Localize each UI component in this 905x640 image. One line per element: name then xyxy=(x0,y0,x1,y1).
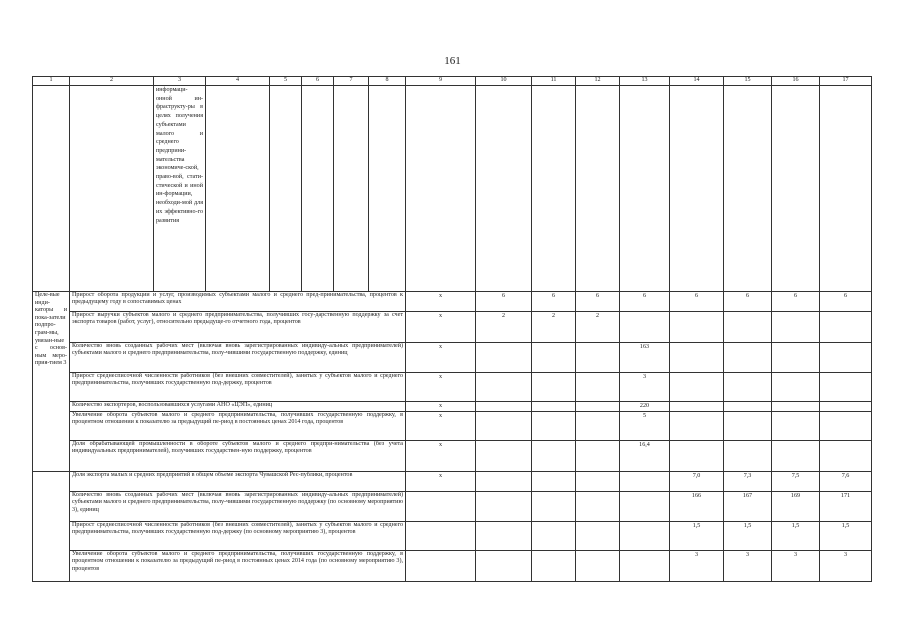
indicator-value-col16 xyxy=(772,412,820,441)
indicator-name: Увеличение оборота субъектов малого и среднего предпринимательства, получивших государственную поддержку, в процентном отношении к показателю за предыдущий пе-риод в постоянных ценах 2014 года (по основному мероприятию 3), процентов xyxy=(70,551,406,582)
indicator-value-col16: 6 xyxy=(772,292,820,312)
indicator-value-col15 xyxy=(724,441,772,472)
indicator-value-col10 xyxy=(476,522,532,551)
indicator-value-col9: х xyxy=(406,472,476,492)
column-number-6: 6 xyxy=(302,77,334,86)
indicator-row xyxy=(33,551,872,582)
indicator-value-col10 xyxy=(476,373,532,402)
column-number-9: 9 xyxy=(406,77,476,86)
indicator-value-col14 xyxy=(670,312,724,343)
indicator-value-col11 xyxy=(532,373,576,402)
indicator-value-col14 xyxy=(670,441,724,472)
indicator-value-col11 xyxy=(532,551,576,582)
indicator-value-col9: х xyxy=(406,343,476,373)
indicator-value-col10 xyxy=(476,343,532,373)
indicator-value-col17: 1,5 xyxy=(820,522,872,551)
indicator-value-col10 xyxy=(476,441,532,472)
indicator-value-col16: 1,5 xyxy=(772,522,820,551)
indicator-value-col12 xyxy=(576,402,620,412)
indicator-value-col15: 7,3 xyxy=(724,472,772,492)
indicators-table xyxy=(32,76,872,582)
indicator-value-col12 xyxy=(576,412,620,441)
indicator-row xyxy=(33,402,872,412)
indicator-value-col15 xyxy=(724,343,772,373)
indicator-value-col13: 163 xyxy=(620,343,670,373)
indicator-value-col13 xyxy=(620,551,670,582)
indicator-value-col11 xyxy=(532,402,576,412)
indicator-value-col9 xyxy=(406,492,476,522)
indicator-value-col17 xyxy=(820,412,872,441)
indicator-value-col17: 7,6 xyxy=(820,472,872,492)
indicator-value-col17 xyxy=(820,343,872,373)
indicator-value-col15: 6 xyxy=(724,292,772,312)
indicator-value-col15 xyxy=(724,373,772,402)
indicator-group-empty xyxy=(33,472,70,582)
indicator-value-col11: 2 xyxy=(532,312,576,343)
indicator-value-col13: 220 xyxy=(620,402,670,412)
column-number-11: 11 xyxy=(532,77,576,86)
indicator-name: Количество экспортеров, воспользовавшихся услугами АНО «ЦЭП», единиц xyxy=(70,402,406,412)
indicator-value-col12 xyxy=(576,343,620,373)
indicator-value-col13: 6 xyxy=(620,292,670,312)
indicator-value-col14: 6 xyxy=(670,292,724,312)
indicator-value-col10 xyxy=(476,402,532,412)
indicator-value-col10 xyxy=(476,472,532,492)
indicator-name: Прирост оборота продукции и услуг, производимых субъектами малого и среднего пред-принимательства, процентов к предыдущему году в сопоставимых ценах xyxy=(70,292,406,312)
indicator-value-col14: 3 xyxy=(670,551,724,582)
indicator-name: Прирост выручки субъектов малого и среднего предпринимательства, получивших госу-дарственную поддержку за счет экспорта товаров (работ, услуг), относительно предыдуще-го отчетного года, процентов xyxy=(70,312,406,343)
indicator-value-col13: 3 xyxy=(620,373,670,402)
indicator-value-col11 xyxy=(532,472,576,492)
indicator-value-col9 xyxy=(406,551,476,582)
indicator-group-label: Целе-вые инди-каторы и пока-затели подпро-грам-мы, увязан-ные с основ-ным меро-прия-тием 3 xyxy=(33,292,70,472)
indicator-name: Доля обрабатывающей промышленности в обороте субъектов малого и среднего предпри-нимательства (без учета индивидуальных предпринимателей), получивших государствен-ную поддержку, процентов xyxy=(70,441,406,472)
indicator-value-col12 xyxy=(576,551,620,582)
indicator-value-col15 xyxy=(724,312,772,343)
indicator-value-col9: х xyxy=(406,441,476,472)
indicator-value-col14: 166 xyxy=(670,492,724,522)
indicator-value-col12: 6 xyxy=(576,292,620,312)
indicator-value-col14 xyxy=(670,343,724,373)
indicator-name: Доля экспорта малых и средних предприятий в общем объеме экспорта Чувашской Рес-публики, процентов xyxy=(70,472,406,492)
continued-event-description: информаци-онной ин-фраструкту-ры в целях получения субъектами малого и среднего предприни-мательства экономиче-ской, право-вой, стати-стической и иной ин-формации, необходи-мой для их эффективно-го развития xyxy=(154,86,206,292)
continuation-row xyxy=(33,86,872,292)
indicator-value-col13 xyxy=(620,522,670,551)
indicator-value-col12: 2 xyxy=(576,312,620,343)
indicator-row xyxy=(33,312,872,343)
indicator-value-col12 xyxy=(576,492,620,522)
indicator-value-col11 xyxy=(532,522,576,551)
indicator-value-col16 xyxy=(772,373,820,402)
indicator-row xyxy=(33,412,872,441)
indicator-value-col17: 6 xyxy=(820,292,872,312)
indicator-value-col17: 171 xyxy=(820,492,872,522)
column-number-2: 2 xyxy=(70,77,154,86)
column-number-3: 3 xyxy=(154,77,206,86)
indicator-row xyxy=(33,522,872,551)
indicator-value-col17 xyxy=(820,441,872,472)
indicator-value-col17 xyxy=(820,373,872,402)
indicator-name: Количество вновь созданных рабочих мест (включая вновь зарегистрированных индивиду-альных предпринимателей) субъектами малого и среднего предпринимательства, полу-чившими государственную поддержку (по основному мероприятию 3), единиц xyxy=(70,492,406,522)
column-number-13: 13 xyxy=(620,77,670,86)
indicator-row xyxy=(33,472,872,492)
indicator-row xyxy=(33,492,872,522)
column-number-1: 1 xyxy=(33,77,70,86)
cell-continuation-col1 xyxy=(33,86,70,292)
indicator-value-col11 xyxy=(532,343,576,373)
column-number-7: 7 xyxy=(334,77,369,86)
indicator-value-col12 xyxy=(576,441,620,472)
indicator-value-col13: 16,4 xyxy=(620,441,670,472)
indicator-value-col10: 6 xyxy=(476,292,532,312)
indicator-value-col16 xyxy=(772,343,820,373)
indicator-row xyxy=(33,441,872,472)
indicator-value-col17: 3 xyxy=(820,551,872,582)
indicator-value-col14: 1,5 xyxy=(670,522,724,551)
indicator-value-col14 xyxy=(670,373,724,402)
indicator-value-col16: 3 xyxy=(772,551,820,582)
column-number-16: 16 xyxy=(772,77,820,86)
indicator-value-col13 xyxy=(620,492,670,522)
column-number-12: 12 xyxy=(576,77,620,86)
indicator-row xyxy=(33,292,872,312)
indicator-value-col12 xyxy=(576,472,620,492)
indicator-name: Увеличение оборота субъектов малого и среднего предпринимательства, получивших государственную поддержку, в процентном отношении к показателю за предыдущий пе-риод в постоянных ценах 2014 года, процентов xyxy=(70,412,406,441)
indicator-value-col15 xyxy=(724,402,772,412)
indicator-value-col9: х xyxy=(406,402,476,412)
page-number: 161 xyxy=(444,55,461,67)
indicator-value-col14: 7,0 xyxy=(670,472,724,492)
indicator-value-col17 xyxy=(820,402,872,412)
indicator-value-col9 xyxy=(406,522,476,551)
indicator-value-col9: х xyxy=(406,412,476,441)
indicator-value-col16 xyxy=(772,402,820,412)
column-number-4: 4 xyxy=(206,77,270,86)
indicator-value-col11 xyxy=(532,492,576,522)
indicator-value-col16 xyxy=(772,441,820,472)
indicator-name: Количество вновь созданных рабочих мест (включая вновь зарегистрированных индивиду-альных предпринимателей) субъектами малого и среднего предпринимательства, полу-чившими государственную поддержку, единиц xyxy=(70,343,406,373)
indicator-value-col16: 169 xyxy=(772,492,820,522)
indicator-value-col10 xyxy=(476,492,532,522)
indicator-value-col15: 3 xyxy=(724,551,772,582)
indicator-value-col11 xyxy=(532,412,576,441)
indicator-row xyxy=(33,343,872,373)
indicator-row xyxy=(33,373,872,402)
indicator-value-col12 xyxy=(576,373,620,402)
column-number-15: 15 xyxy=(724,77,772,86)
indicator-value-col13 xyxy=(620,312,670,343)
indicator-value-col9: х xyxy=(406,312,476,343)
indicator-value-col10: 2 xyxy=(476,312,532,343)
indicator-value-col11: 6 xyxy=(532,292,576,312)
column-number-5: 5 xyxy=(270,77,302,86)
indicator-value-col13 xyxy=(620,472,670,492)
cell-continuation-col2 xyxy=(70,86,154,292)
indicator-value-col16 xyxy=(772,312,820,343)
indicator-value-col9: х xyxy=(406,373,476,402)
indicator-value-col15: 167 xyxy=(724,492,772,522)
indicator-value-col17 xyxy=(820,312,872,343)
indicator-value-col15: 1,5 xyxy=(724,522,772,551)
column-number-row xyxy=(33,77,872,86)
indicator-value-col10 xyxy=(476,412,532,441)
column-number-8: 8 xyxy=(369,77,406,86)
indicator-value-col11 xyxy=(532,441,576,472)
column-number-10: 10 xyxy=(476,77,532,86)
indicator-value-col9: х xyxy=(406,292,476,312)
indicator-name: Прирост среднесписочной численности работников (без внешних совместителей), занятых у субъектов малого и среднего предпринимательства, получивших государственную под-держку, процентов xyxy=(70,373,406,402)
column-number-17: 17 xyxy=(820,77,872,86)
indicator-value-col15 xyxy=(724,412,772,441)
column-number-14: 14 xyxy=(670,77,724,86)
indicator-value-col13: 5 xyxy=(620,412,670,441)
indicator-value-col16: 7,5 xyxy=(772,472,820,492)
indicator-value-col12 xyxy=(576,522,620,551)
indicator-value-col10 xyxy=(476,551,532,582)
indicator-value-col14 xyxy=(670,402,724,412)
indicator-value-col14 xyxy=(670,412,724,441)
indicator-name: Прирост среднесписочной численности работников (без внешних совместителей), занятых у субъектов малого и среднего предпринимательства, получивших государственную под-держку (по основному мероприятию 3), процентов xyxy=(70,522,406,551)
